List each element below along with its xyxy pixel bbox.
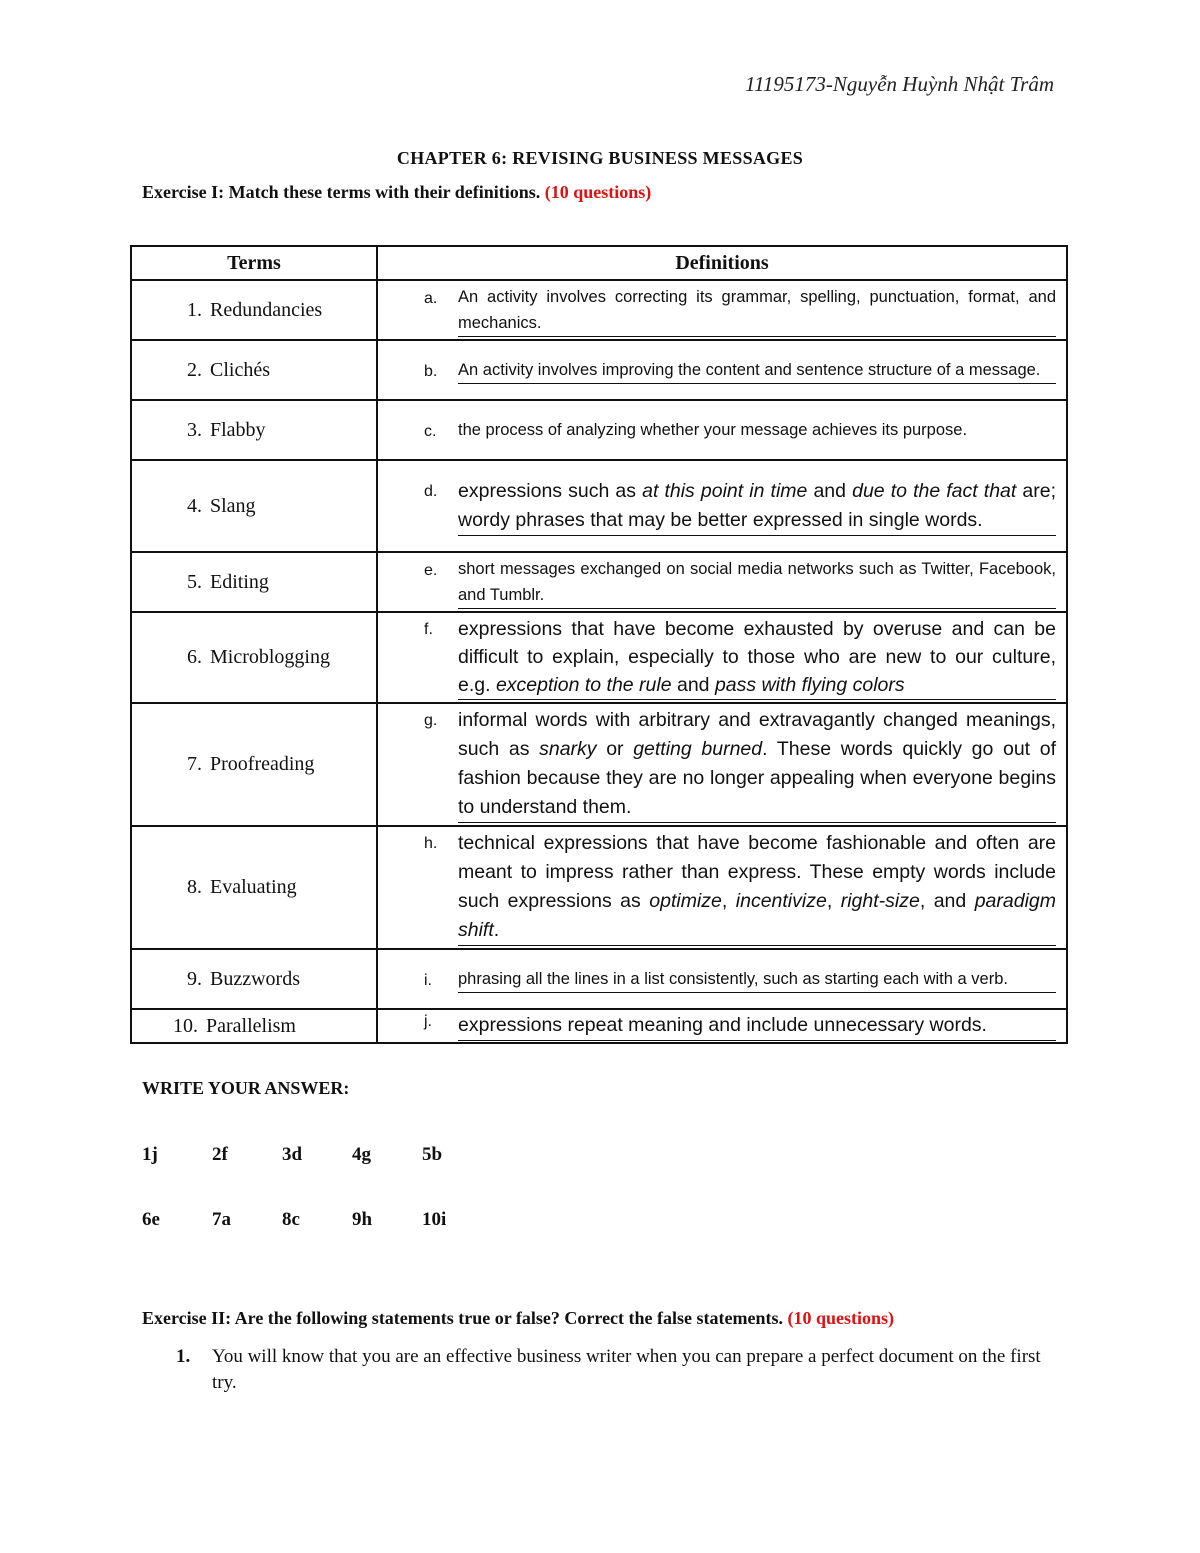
term-name: Microblogging — [210, 646, 330, 668]
definition-example: getting burned — [633, 738, 763, 760]
term-name: Editing — [210, 570, 269, 593]
exercise1-title — [142, 182, 651, 203]
definition-fragment: expressions that have become exhausted by overuse and can be difficult to explain, especially to those who are new to our culture, e.g. — [458, 618, 1056, 696]
answer-item: 2f — [212, 1144, 228, 1165]
definition-example: optimize — [649, 890, 722, 912]
answers-row-1 — [142, 1144, 492, 1166]
answer-item: 4g — [352, 1144, 371, 1165]
answer-item: 6e — [142, 1209, 160, 1230]
definition-text: phrasing all the lines in a list consistently, such as starting each with a verb. — [458, 966, 1056, 993]
definition-fragment: , — [826, 890, 841, 912]
term-number: 9. — [187, 967, 202, 990]
definition-letter: h. — [424, 835, 438, 852]
definition-letter: f. — [424, 621, 433, 638]
table-row — [131, 552, 1067, 612]
definition-text: short messages exchanged on social media networks such as Twitter, Facebook, and Tumblr. — [458, 556, 1056, 609]
definition-cell — [377, 460, 1067, 552]
table-row — [131, 400, 1067, 460]
definition-letter: d. — [424, 482, 438, 500]
term-name: Proofreading — [210, 753, 315, 775]
term-cell — [131, 552, 377, 612]
definition-example: right-size — [840, 890, 920, 912]
definition-fragment: , and — [919, 890, 975, 912]
term-name: Slang — [210, 494, 256, 517]
definition-fragment: technical expressions that have become fashionable and often are meant to impress rather than express. These empty words include such expressions as — [458, 832, 1056, 912]
table-row — [131, 612, 1067, 703]
answer-item: 3d — [282, 1144, 303, 1165]
definition-cell — [377, 1009, 1067, 1043]
table-row — [131, 826, 1067, 949]
definition-fragment: are; wordy phrases that may be better expressed in single words. — [458, 479, 1057, 531]
term-number: 5. — [187, 570, 202, 593]
definition-text — [458, 615, 1056, 700]
definition-example: pass with flying colors — [714, 674, 905, 696]
definition-letter: c. — [424, 423, 437, 440]
write-answer-heading: WRITE YOUR ANSWER: — [142, 1078, 350, 1098]
term-cell — [131, 1009, 377, 1043]
definition-text: expressions repeat meaning and include unnecessary words. — [458, 1011, 1056, 1041]
definition-fragment: and — [671, 674, 715, 696]
term-number: 4. — [187, 494, 202, 517]
term-name: Parallelism — [206, 1014, 296, 1037]
exercise2-title — [142, 1308, 894, 1329]
definition-cell — [377, 340, 1067, 400]
table-row — [131, 340, 1067, 400]
chapter-title: CHAPTER 6: REVISING BUSINESS MESSAGES — [396, 148, 804, 168]
definition-letter: j. — [424, 1013, 432, 1030]
definition-letter: g. — [424, 712, 438, 729]
term-name: Clichés — [210, 358, 270, 381]
header-terms: Terms — [131, 246, 377, 280]
answers-row-2 — [142, 1209, 492, 1231]
term-number: 6. — [187, 646, 202, 668]
answer-item: 5b — [422, 1144, 443, 1165]
answer-item: 8c — [282, 1209, 300, 1230]
definition-example: incentivize — [735, 890, 827, 912]
term-cell — [131, 703, 377, 826]
definition-letter: a. — [424, 289, 438, 307]
definition-cell — [377, 703, 1067, 826]
definition-fragment: informal words with arbitrary and extravagantly changed meanings, such as — [458, 709, 1056, 760]
definition-fragment: , — [721, 890, 736, 912]
term-cell — [131, 460, 377, 552]
table-row — [131, 280, 1067, 340]
definition-cell — [377, 826, 1067, 949]
term-name: Evaluating — [210, 876, 297, 898]
definition-cell — [377, 400, 1067, 460]
term-cell — [131, 949, 377, 1009]
header-definitions: Definitions — [377, 246, 1067, 280]
definition-cell — [377, 280, 1067, 340]
term-number: 3. — [187, 418, 202, 441]
definition-example: due to the fact that — [852, 479, 1017, 502]
table-row — [131, 460, 1067, 552]
table-header-row — [131, 246, 1067, 280]
term-cell — [131, 340, 377, 400]
table-row — [131, 1009, 1067, 1043]
term-number: 1. — [187, 298, 202, 321]
definition-example: snarky — [539, 738, 597, 760]
term-cell — [131, 400, 377, 460]
definition-cell — [377, 552, 1067, 612]
term-cell — [131, 280, 377, 340]
definition-letter: e. — [424, 561, 438, 579]
term-number: 2. — [187, 358, 202, 381]
term-number: 7. — [187, 753, 202, 775]
answer-item: 7a — [212, 1209, 231, 1230]
definition-example: paradigm shift — [458, 890, 1056, 941]
term-number: 10. — [173, 1014, 198, 1037]
definition-fragment: expressions such as — [458, 479, 643, 502]
definition-text — [458, 829, 1056, 946]
definition-fragment: . These words quickly go out of fashion because they are no longer appealing when everyone begins to understand them. — [458, 738, 1056, 818]
author-header: 11195173-Nguyễn Huỳnh Nhật Trâm — [745, 72, 1054, 96]
answer-item: 10i — [422, 1209, 447, 1230]
definition-example: at this point in time — [642, 479, 808, 502]
definition-fragment: . — [493, 919, 500, 941]
answer-item: 1j — [142, 1144, 158, 1165]
definition-text — [458, 477, 1056, 536]
definition-text: An activity involves correcting its grammar, spelling, punctuation, format, and mechanics. — [458, 284, 1056, 337]
term-cell — [131, 826, 377, 949]
statement-text: You will know that you are an effective business writer when you can prepare a perfect document on the first try. — [212, 1346, 1041, 1393]
definition-text — [458, 706, 1056, 823]
term-name: Redundancies — [210, 298, 323, 321]
term-name: Buzzwords — [210, 967, 300, 990]
matching-table — [130, 245, 1068, 1044]
statement-number: 1. — [176, 1346, 191, 1367]
definition-fragment: or — [596, 738, 634, 760]
answer-item: 9h — [352, 1209, 373, 1230]
exercise1-title-text: Exercise I: Match these terms with their definitions. — [142, 182, 545, 202]
definition-letter: i. — [424, 971, 432, 989]
statement-item — [176, 1344, 1066, 1396]
exercise2-question-count: (10 questions) — [787, 1308, 895, 1328]
exercise1-question-count: (10 questions) — [544, 182, 652, 202]
term-cell — [131, 612, 377, 703]
definition-text: An activity involves improving the content and sentence structure of a message. — [458, 357, 1056, 384]
definition-fragment: and — [807, 479, 853, 502]
exercise2-title-text: Exercise II: Are the following statements true or false? Correct the false statements. — [142, 1308, 788, 1328]
definition-cell — [377, 612, 1067, 703]
term-number: 8. — [187, 876, 202, 898]
table-row — [131, 703, 1067, 826]
definition-letter: b. — [424, 362, 438, 380]
definition-example: exception to the rule — [495, 674, 672, 696]
term-name: Flabby — [210, 418, 266, 441]
definition-cell — [377, 949, 1067, 1009]
definition-text: the process of analyzing whether your message achieves its purpose. — [458, 421, 968, 439]
table-row — [131, 949, 1067, 1009]
